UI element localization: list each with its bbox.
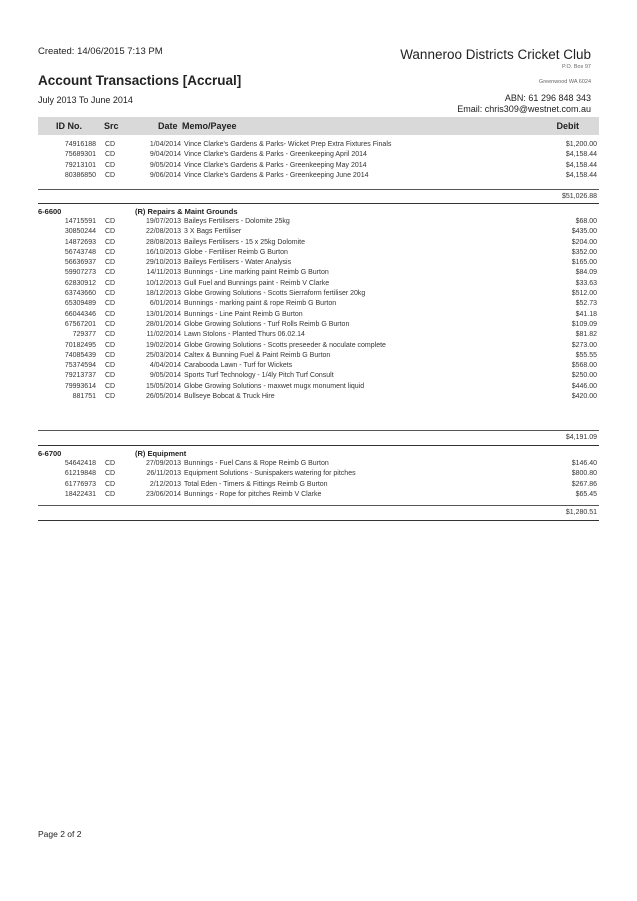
report-title: Account Transactions [Accrual] bbox=[38, 73, 242, 88]
transaction-id: 56743748 bbox=[64, 248, 96, 256]
transaction-memo: Equipment Solutions - Sunispakers watering for pitches bbox=[184, 470, 356, 478]
club-suburb: Greenwood WA 6024 bbox=[538, 79, 591, 85]
transaction-id: 74916188 bbox=[64, 141, 96, 148]
transaction-memo: Bullseye Bobcat & Truck Hire bbox=[184, 393, 275, 401]
transaction-row bbox=[38, 249, 599, 259]
section-divider bbox=[38, 445, 599, 446]
transaction-date: 10/12/2013 bbox=[145, 279, 181, 287]
transaction-debit: $84.09 bbox=[575, 269, 597, 277]
transaction-src: CD bbox=[105, 393, 116, 401]
transaction-date: 15/05/2014 bbox=[145, 382, 181, 390]
equipment-total: $1,280.51 bbox=[565, 509, 597, 516]
transaction-date: 1/04/2014 bbox=[149, 141, 181, 148]
transaction-memo: Globe Growing Solutions - maxwet mugx monument liquid bbox=[184, 382, 365, 390]
transaction-debit: $165.00 bbox=[571, 259, 597, 267]
section-continued-subtotal-line bbox=[38, 189, 599, 190]
transaction-debit: $41.18 bbox=[575, 310, 597, 318]
transaction-debit: $420.00 bbox=[571, 393, 597, 401]
transaction-row bbox=[38, 218, 599, 228]
transaction-date: 14/11/2013 bbox=[146, 269, 181, 277]
transaction-debit: $4,158.44 bbox=[565, 171, 597, 179]
transaction-id: 18422431 bbox=[64, 490, 96, 498]
transaction-memo: Sports Turf Technology - 1/4ly Pitch Turf Consult bbox=[184, 372, 334, 380]
transaction-id: 70182495 bbox=[64, 341, 96, 349]
transaction-date: 16/10/2013 bbox=[145, 248, 181, 256]
club-name: Wanneroo Districts Cricket Club bbox=[400, 47, 591, 62]
transaction-debit: $435.00 bbox=[571, 228, 597, 236]
transaction-id: 56636937 bbox=[64, 259, 96, 267]
transaction-debit: $4,158.44 bbox=[565, 151, 597, 159]
transaction-id: 14872693 bbox=[64, 238, 96, 246]
transaction-memo: Gull Fuel and Bunnings paint - Reimb V Clarke bbox=[184, 279, 330, 287]
transaction-row bbox=[38, 352, 599, 362]
transaction-date: 26/11/2013 bbox=[146, 470, 181, 478]
transaction-debit: $273.00 bbox=[571, 341, 597, 349]
transaction-memo: Total Eden - Timers & Fittings Reimb G Burton bbox=[184, 480, 328, 488]
transaction-src: CD bbox=[105, 490, 116, 498]
transaction-date: 9/04/2014 bbox=[149, 151, 181, 159]
transaction-src: CD bbox=[105, 161, 116, 169]
transaction-memo: Globe Growing Solutions - Scotts Sierraform fertiliser 20kg bbox=[184, 290, 366, 298]
transaction-row bbox=[38, 311, 599, 321]
transaction-src: CD bbox=[105, 171, 116, 179]
transaction-id: 729377 bbox=[72, 331, 96, 339]
transaction-src: CD bbox=[105, 248, 116, 256]
transaction-row bbox=[38, 162, 599, 172]
transaction-id: 62830912 bbox=[64, 279, 96, 287]
club-po-box: P.O. Box 97 bbox=[562, 64, 591, 70]
transaction-src: CD bbox=[105, 290, 116, 298]
transaction-src: CD bbox=[105, 279, 116, 287]
transaction-date: 11/02/2014 bbox=[146, 331, 181, 339]
transaction-row bbox=[38, 460, 599, 470]
transaction-id: 61219848 bbox=[64, 470, 96, 478]
transaction-debit: $1,200.00 bbox=[565, 141, 597, 148]
transaction-id: 75374594 bbox=[64, 362, 96, 370]
transaction-src: CD bbox=[105, 310, 116, 318]
club-abn: ABN: 61 296 848 343 bbox=[504, 93, 591, 103]
transaction-date: 29/10/2013 bbox=[145, 259, 181, 267]
transaction-row bbox=[38, 331, 599, 341]
transaction-memo: Vince Clarke's Gardens & Parks - Greenkeeping June 2014 bbox=[184, 171, 369, 179]
transaction-memo: Globe Growing Solutions - Scotts preseeder & noculate complete bbox=[184, 341, 386, 349]
transaction-row bbox=[38, 491, 599, 501]
transaction-id: 14715591 bbox=[64, 218, 96, 225]
created-timestamp: Created: 14/06/2015 7:13 PM bbox=[38, 46, 163, 57]
transaction-src: CD bbox=[105, 141, 116, 148]
column-header-row bbox=[38, 117, 599, 135]
section-continued-total: $51,026.88 bbox=[561, 193, 597, 200]
transaction-id: 54642418 bbox=[64, 460, 96, 467]
transaction-row bbox=[38, 362, 599, 372]
transaction-id: 65309489 bbox=[64, 300, 96, 308]
transaction-date: 28/08/2013 bbox=[145, 238, 181, 246]
transaction-memo: Vince Clarke's Gardens & Parks - Greenkeeping April 2014 bbox=[184, 151, 367, 159]
transaction-row bbox=[38, 228, 599, 238]
transaction-memo: 3 X Bags Fertiliser bbox=[184, 228, 242, 236]
transaction-date: 13/01/2014 bbox=[145, 310, 181, 318]
transaction-row bbox=[38, 280, 599, 290]
transaction-date: 6/01/2014 bbox=[149, 300, 181, 308]
transaction-row bbox=[38, 342, 599, 352]
transaction-debit: $250.00 bbox=[571, 372, 597, 380]
transaction-src: CD bbox=[105, 362, 116, 370]
transaction-debit: $65.45 bbox=[575, 490, 597, 498]
transaction-id: 881751 bbox=[72, 393, 96, 401]
transaction-debit: $68.00 bbox=[575, 218, 597, 225]
account-name-repairs: (R) Repairs & Maint Grounds bbox=[135, 207, 238, 216]
transaction-row bbox=[38, 300, 599, 310]
section-divider bbox=[38, 520, 599, 521]
transaction-src: CD bbox=[105, 372, 116, 380]
transaction-date: 27/09/2013 bbox=[145, 460, 181, 467]
transaction-debit: $109.09 bbox=[571, 320, 597, 328]
transaction-id: 79213737 bbox=[64, 372, 96, 380]
repairs-rows bbox=[38, 218, 599, 403]
section-divider bbox=[38, 203, 599, 204]
transaction-memo: Carabooda Lawn - Turf for Wickets bbox=[184, 362, 293, 370]
transaction-debit: $568.00 bbox=[571, 362, 597, 370]
col-src-header: Src bbox=[104, 121, 119, 131]
transaction-id: 80386850 bbox=[64, 171, 96, 179]
transaction-src: CD bbox=[105, 480, 116, 488]
transaction-id: 75689301 bbox=[64, 151, 96, 159]
transaction-debit: $4,158.44 bbox=[565, 161, 597, 169]
equipment-subtotal-line bbox=[38, 505, 599, 506]
transaction-date: 23/06/2014 bbox=[145, 490, 181, 498]
transaction-date: 19/02/2014 bbox=[145, 341, 181, 349]
transaction-id: 66044346 bbox=[64, 310, 96, 318]
transaction-memo: Bunnings - marking paint & rope Reimb G Burton bbox=[184, 300, 337, 308]
transaction-memo: Bunnings - Rope for pitches Reimb V Clarke bbox=[184, 490, 322, 498]
col-debit-header: Debit bbox=[556, 121, 579, 131]
transaction-memo: Vince Clarke's Gardens & Parks - Greenkeeping May 2014 bbox=[184, 161, 367, 169]
page-number: Page 2 of 2 bbox=[38, 829, 82, 839]
transaction-date: 26/05/2014 bbox=[145, 393, 181, 401]
transaction-memo: Baileys Fertilisers - Water Analysis bbox=[184, 259, 292, 267]
report-period: July 2013 To June 2014 bbox=[38, 95, 133, 105]
transaction-debit: $146.40 bbox=[571, 460, 597, 467]
account-number-repairs: 6-6600 bbox=[38, 207, 62, 216]
transaction-src: CD bbox=[105, 238, 116, 246]
transaction-src: CD bbox=[105, 470, 116, 478]
transaction-memo: Globe Growing Solutions - Turf Rolls Reimb G Burton bbox=[184, 320, 350, 328]
col-date-header: Date bbox=[158, 121, 178, 131]
transaction-id: 74085439 bbox=[64, 351, 96, 359]
club-email: Email: chris309@westnet.com.au bbox=[457, 104, 591, 114]
transaction-debit: $81.82 bbox=[575, 331, 597, 339]
transaction-src: CD bbox=[105, 269, 116, 277]
transaction-src: CD bbox=[105, 300, 116, 308]
transaction-debit: $352.00 bbox=[571, 248, 597, 256]
transaction-memo: Bunnings - Fuel Cans & Rope Reimb G Burton bbox=[184, 460, 329, 467]
transaction-debit: $267.86 bbox=[571, 480, 597, 488]
col-memo-header: Memo/Payee bbox=[182, 121, 237, 131]
transaction-memo: Baileys Fertilisers - Dolomite 25kg bbox=[184, 218, 290, 225]
transaction-debit: $446.00 bbox=[571, 382, 597, 390]
transaction-debit: $512.00 bbox=[571, 290, 597, 298]
transaction-memo: Baileys Fertilisers - 15 x 25kg Dolomite bbox=[184, 238, 305, 246]
account-number-equipment: 6-6700 bbox=[38, 449, 62, 458]
transaction-memo: Bunnings - Line Paint Reimb G Burton bbox=[184, 310, 303, 318]
transaction-row bbox=[38, 269, 599, 279]
transaction-row bbox=[38, 172, 599, 182]
transaction-src: CD bbox=[105, 331, 116, 339]
transaction-row bbox=[38, 481, 599, 491]
transaction-row bbox=[38, 141, 599, 151]
transaction-src: CD bbox=[105, 382, 116, 390]
equipment-rows bbox=[38, 460, 599, 501]
transaction-date: 22/08/2013 bbox=[145, 228, 181, 236]
transaction-src: CD bbox=[105, 341, 116, 349]
repairs-subtotal-line bbox=[38, 430, 599, 431]
transaction-id: 63743660 bbox=[64, 290, 96, 298]
transaction-date: 9/06/2014 bbox=[149, 171, 181, 179]
transaction-src: CD bbox=[105, 259, 116, 267]
transaction-src: CD bbox=[105, 460, 116, 467]
transaction-src: CD bbox=[105, 320, 116, 328]
transaction-memo: Vince Clarke's Gardens & Parks- Wicket Prep Extra Fixtures Finals bbox=[184, 141, 392, 148]
transaction-src: CD bbox=[105, 351, 116, 359]
transaction-date: 28/01/2014 bbox=[145, 320, 181, 328]
section-continued-rows bbox=[38, 141, 599, 182]
account-name-equipment: (R) Equipment bbox=[135, 449, 187, 458]
transaction-date: 9/05/2014 bbox=[149, 161, 181, 169]
transaction-date: 19/07/2013 bbox=[145, 218, 181, 225]
transaction-date: 18/12/2013 bbox=[145, 290, 181, 298]
transaction-debit: $33.63 bbox=[575, 279, 597, 287]
transaction-src: CD bbox=[105, 151, 116, 159]
transaction-id: 30850244 bbox=[64, 228, 96, 236]
transaction-row bbox=[38, 470, 599, 480]
transaction-debit: $52.73 bbox=[575, 300, 597, 308]
transaction-id: 67567201 bbox=[64, 320, 96, 328]
transaction-src: CD bbox=[105, 228, 116, 236]
transaction-id: 79213101 bbox=[64, 161, 96, 169]
transaction-row bbox=[38, 259, 599, 269]
transaction-src: CD bbox=[105, 218, 116, 225]
col-id-header: ID No. bbox=[56, 121, 82, 131]
transaction-id: 59907273 bbox=[64, 269, 96, 277]
transaction-row bbox=[38, 321, 599, 331]
transaction-id: 79993614 bbox=[64, 382, 96, 390]
transaction-date: 25/03/2014 bbox=[145, 351, 181, 359]
transaction-row bbox=[38, 393, 599, 403]
transaction-row bbox=[38, 290, 599, 300]
transaction-debit: $800.80 bbox=[571, 470, 597, 478]
transaction-row bbox=[38, 383, 599, 393]
transaction-memo: Lawn Stolons - Planted Thurs 06.02.14 bbox=[184, 331, 305, 339]
transaction-debit: $204.00 bbox=[571, 238, 597, 246]
transaction-row bbox=[38, 372, 599, 382]
transaction-id: 61776973 bbox=[64, 480, 96, 488]
transaction-memo: Caltex & Bunning Fuel & Paint Reimb G Burton bbox=[184, 351, 331, 359]
transaction-date: 2/12/2013 bbox=[149, 480, 181, 488]
transaction-row bbox=[38, 151, 599, 161]
transaction-memo: Bunnings - Line marking paint Reimb G Burton bbox=[184, 269, 329, 277]
repairs-total: $4,191.09 bbox=[565, 434, 597, 441]
transaction-debit: $55.55 bbox=[575, 351, 597, 359]
transaction-memo: Globe - Fertiliser Reimb G Burton bbox=[184, 248, 288, 256]
transaction-date: 4/04/2014 bbox=[149, 362, 181, 370]
transaction-date: 9/05/2014 bbox=[149, 372, 181, 380]
transaction-row bbox=[38, 239, 599, 249]
